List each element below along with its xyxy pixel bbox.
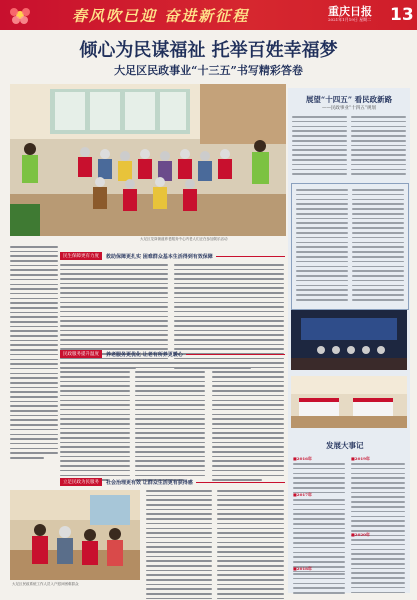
timeline-year-2019: ■2019年 xyxy=(351,456,370,461)
subheadline: 大足区民政事业“十三五”书写精彩答卷 xyxy=(114,64,303,77)
stage-event-photo-icon xyxy=(291,310,407,370)
home-visit-photo-icon xyxy=(10,490,140,580)
paper-name: 重庆日报 xyxy=(328,5,372,18)
left-intro-column xyxy=(10,246,58,462)
section-1-heading xyxy=(60,252,285,260)
section-2-title: 养老服务更优化 让老有所养更暖心 xyxy=(106,351,183,358)
headline: 倾心为民谋福祉 托举百姓幸福梦 xyxy=(79,40,338,61)
paper-date: 2021年1月19日 星期二 xyxy=(328,17,372,22)
banner-slogan: 春风吹已迎 奋进新征程 xyxy=(72,7,250,25)
timeline-year-2020: ■2020年 xyxy=(351,532,370,537)
timeline-year-2016: ■2016年 xyxy=(293,456,312,461)
section-2-col-a xyxy=(60,362,130,484)
page-banner xyxy=(0,0,417,30)
bottom-photo xyxy=(10,490,140,580)
sidebar-text-a xyxy=(292,116,347,178)
bottom-photo-caption: 大足区民政系统工作人员入户慰问困难群众 xyxy=(12,582,79,586)
section-2-tag: 民政服务提升温度 xyxy=(60,350,102,358)
page-number: 13 xyxy=(390,5,414,25)
elderly-activity-photo-icon xyxy=(10,84,286,236)
section-3-col-b xyxy=(217,490,284,600)
sidebar-panel xyxy=(288,88,410,593)
timeline-year-2018: ■2018年 xyxy=(293,566,312,571)
section-1-tag: 民生保障更有力度 xyxy=(60,252,102,260)
flower-logo-icon xyxy=(8,4,32,26)
main-photo-caption: 大足区龙岗街道养老服务中心内老人们正在参加娱乐活动 xyxy=(140,237,228,241)
development-heading: 发展大事记 xyxy=(326,441,364,450)
section-3-col-a xyxy=(146,490,212,600)
section-3-heading xyxy=(60,478,285,486)
section-3-tag: 立足民政为民服务 xyxy=(60,478,102,486)
section-3-title: 社会治理更有效 让群众生活更有获得感 xyxy=(106,479,193,486)
main-photo xyxy=(10,84,286,236)
section-2-col-b xyxy=(135,362,205,484)
section-1-title: 救助保障更扎实 困难群众基本生活得到有效保障 xyxy=(106,253,213,260)
care-room-photo-icon xyxy=(291,376,407,428)
sidebar-event-photo xyxy=(291,310,407,370)
sidebar-boxed-text xyxy=(291,183,409,310)
sidebar-text-b xyxy=(351,116,406,178)
section-2-heading xyxy=(60,350,285,358)
timeline-year-2017: ■2017年 xyxy=(293,492,312,497)
section-2-col-c xyxy=(212,362,284,484)
sidebar-room-photo xyxy=(291,376,407,428)
sidebar-subtitle: ——民政事业“十四五”规划 xyxy=(321,106,377,111)
sidebar-title: 展望“十四五” 看民政新路 xyxy=(305,95,393,104)
